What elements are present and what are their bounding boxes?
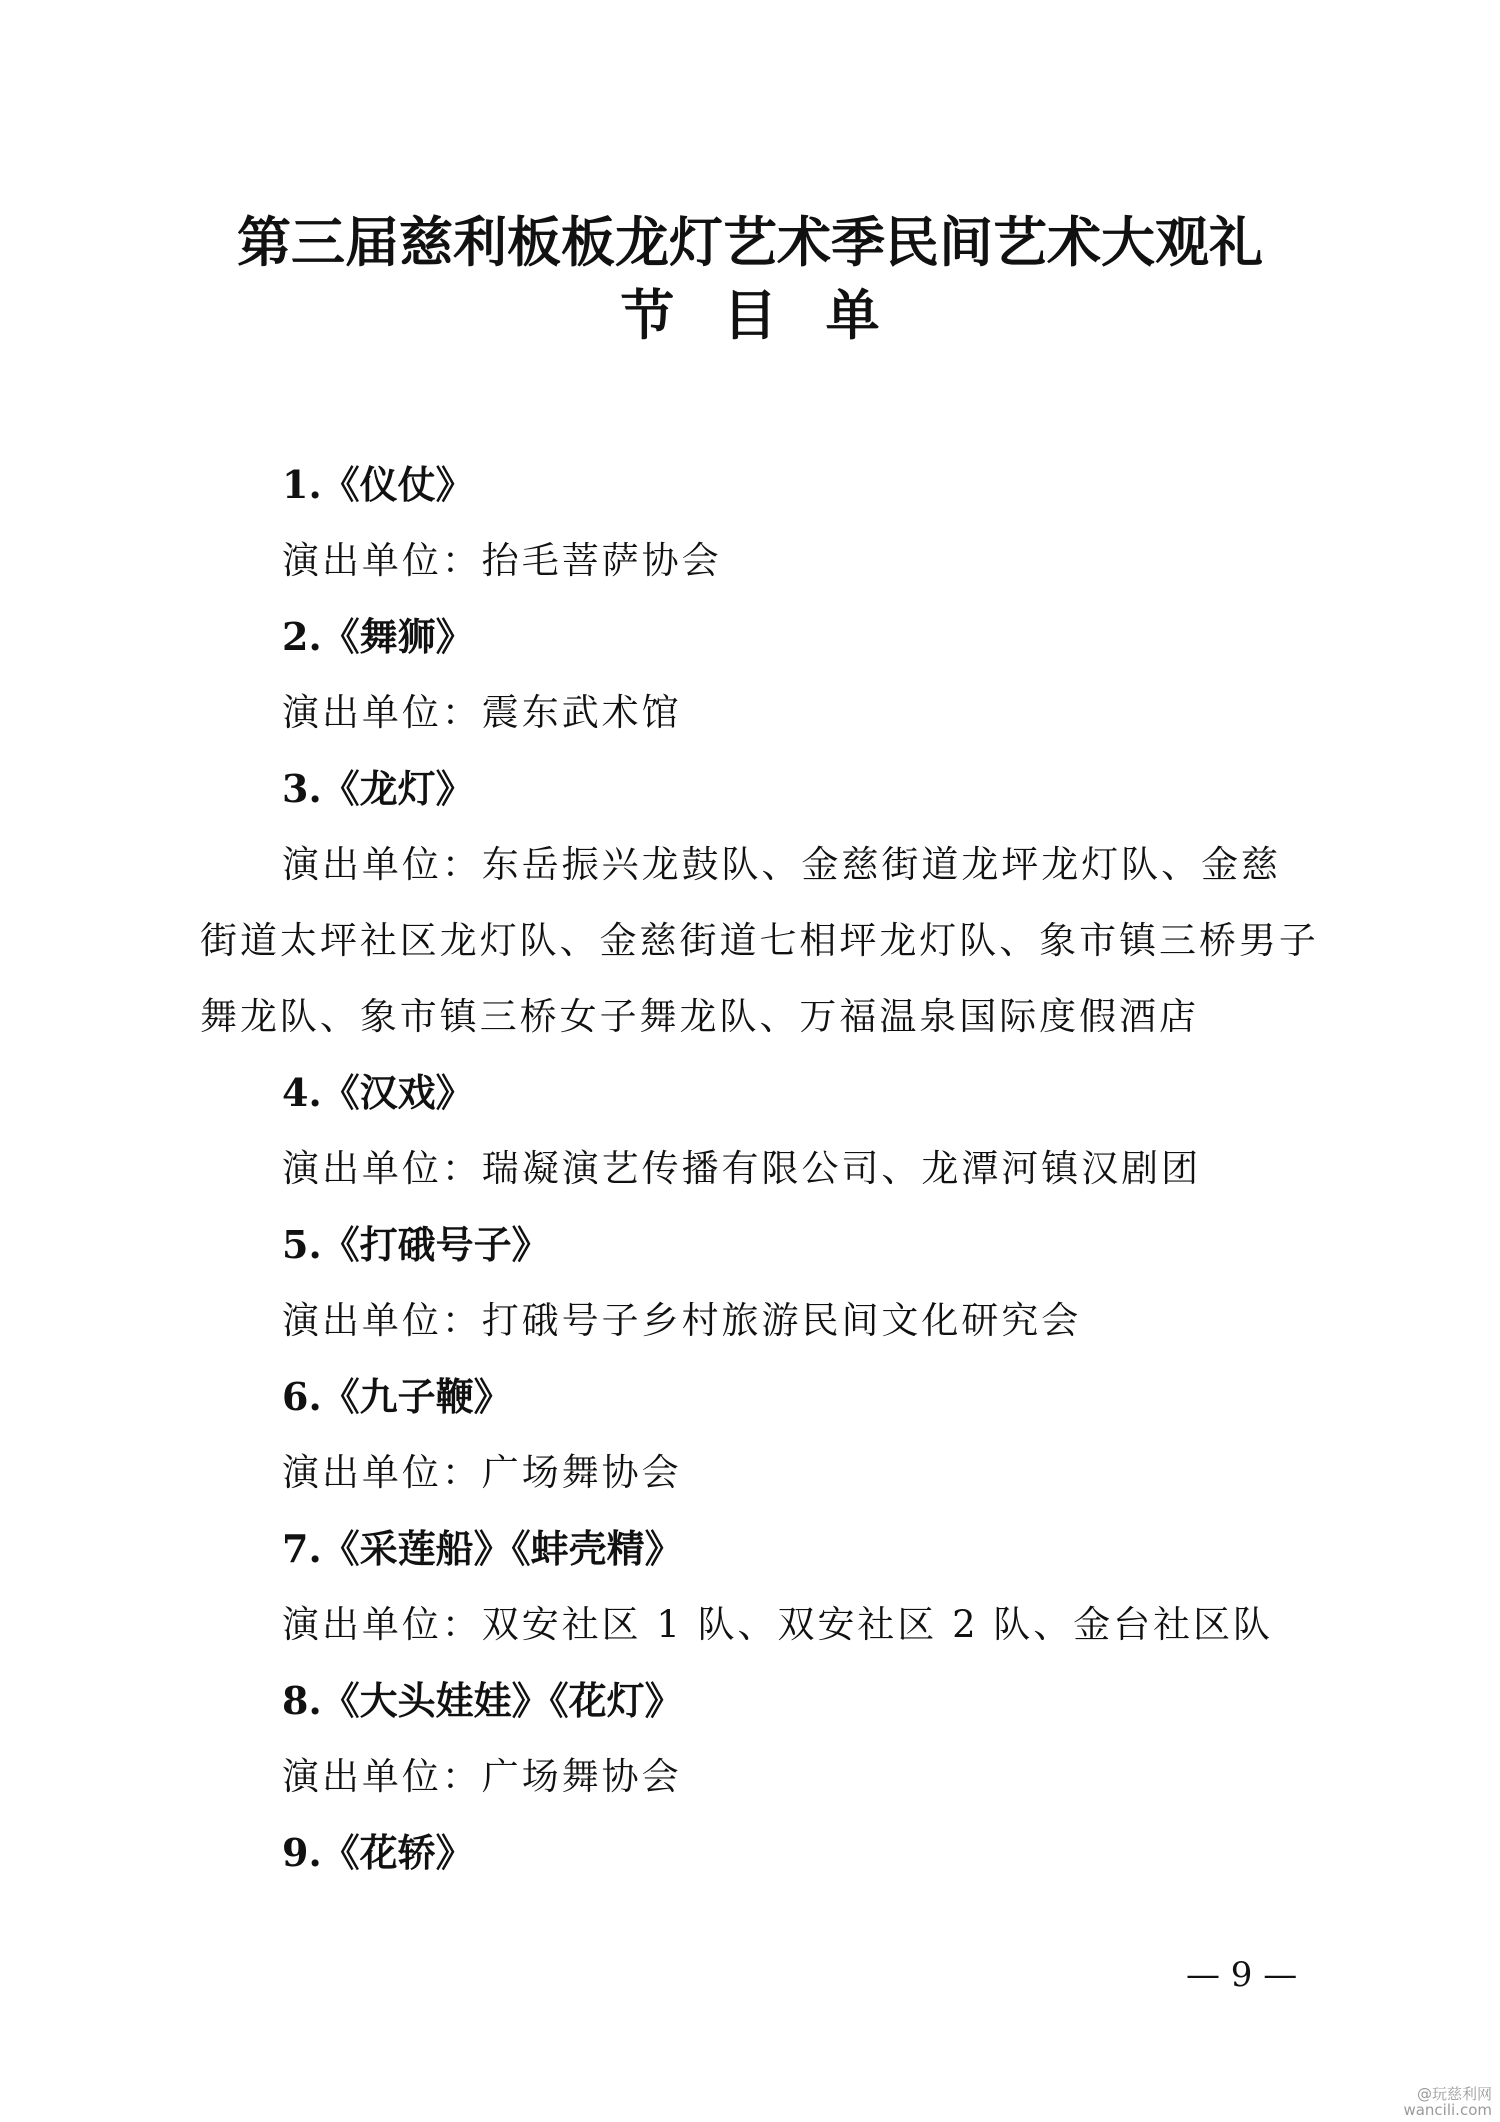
program-list (200, 447, 1320, 1891)
program-item-performer: 演出单位：打硪号子乡村旅游民间文化研究会 (282, 1299, 1082, 1342)
page-number: — 9 — (1186, 1955, 1298, 1995)
program-item-performer: 演出单位：震东武术馆 (282, 691, 682, 734)
program-item-performer: 演出单位：东岳振兴龙鼓队、金慈街道龙坪龙灯队、金慈街道太坪社区龙灯队、金慈街道七相坪龙灯队、象市镇三桥男子舞龙队、象市镇三桥女子舞龙队、万福温泉国际度假酒店 (200, 843, 1319, 1038)
program-item-title: 9.《花轿》 (282, 1830, 474, 1875)
program-item-performer: 演出单位：双安社区 1 队、双安社区 2 队、金台社区队 (282, 1603, 1274, 1646)
program-item-title: 5.《打硪号子》 (282, 1222, 550, 1267)
program-item-title: 8.《大头娃娃》《花灯》 (282, 1678, 683, 1723)
program-item-title: 4.《汉戏》 (282, 1070, 474, 1115)
watermark-domain: wancili.com (1403, 2101, 1492, 2119)
program-item-title: 1.《仪仗》 (282, 462, 474, 507)
program-item-performer: 演出单位：广场舞协会 (282, 1451, 682, 1494)
program-item-performer: 演出单位：广场舞协会 (282, 1755, 682, 1798)
program-item-title: 7.《采莲船》《蚌壳精》 (282, 1526, 683, 1571)
program-item-title: 6.《九子鞭》 (282, 1374, 512, 1419)
site-watermark (1403, 2086, 1492, 2118)
document-title: 第三届慈利板板龙灯艺术季民间艺术大观礼 (237, 210, 1263, 274)
program-item-title: 2.《舞狮》 (282, 614, 474, 659)
program-item-title: 3.《龙灯》 (282, 766, 474, 811)
program-item-performer: 演出单位：瑞凝演艺传播有限公司、龙潭河镇汉剧团 (282, 1147, 1202, 1190)
program-item-performer: 演出单位：抬毛菩萨协会 (282, 539, 722, 582)
watermark-name: @玩慈利网 (1416, 2085, 1492, 2103)
document-subtitle: 节目单 (620, 283, 929, 347)
